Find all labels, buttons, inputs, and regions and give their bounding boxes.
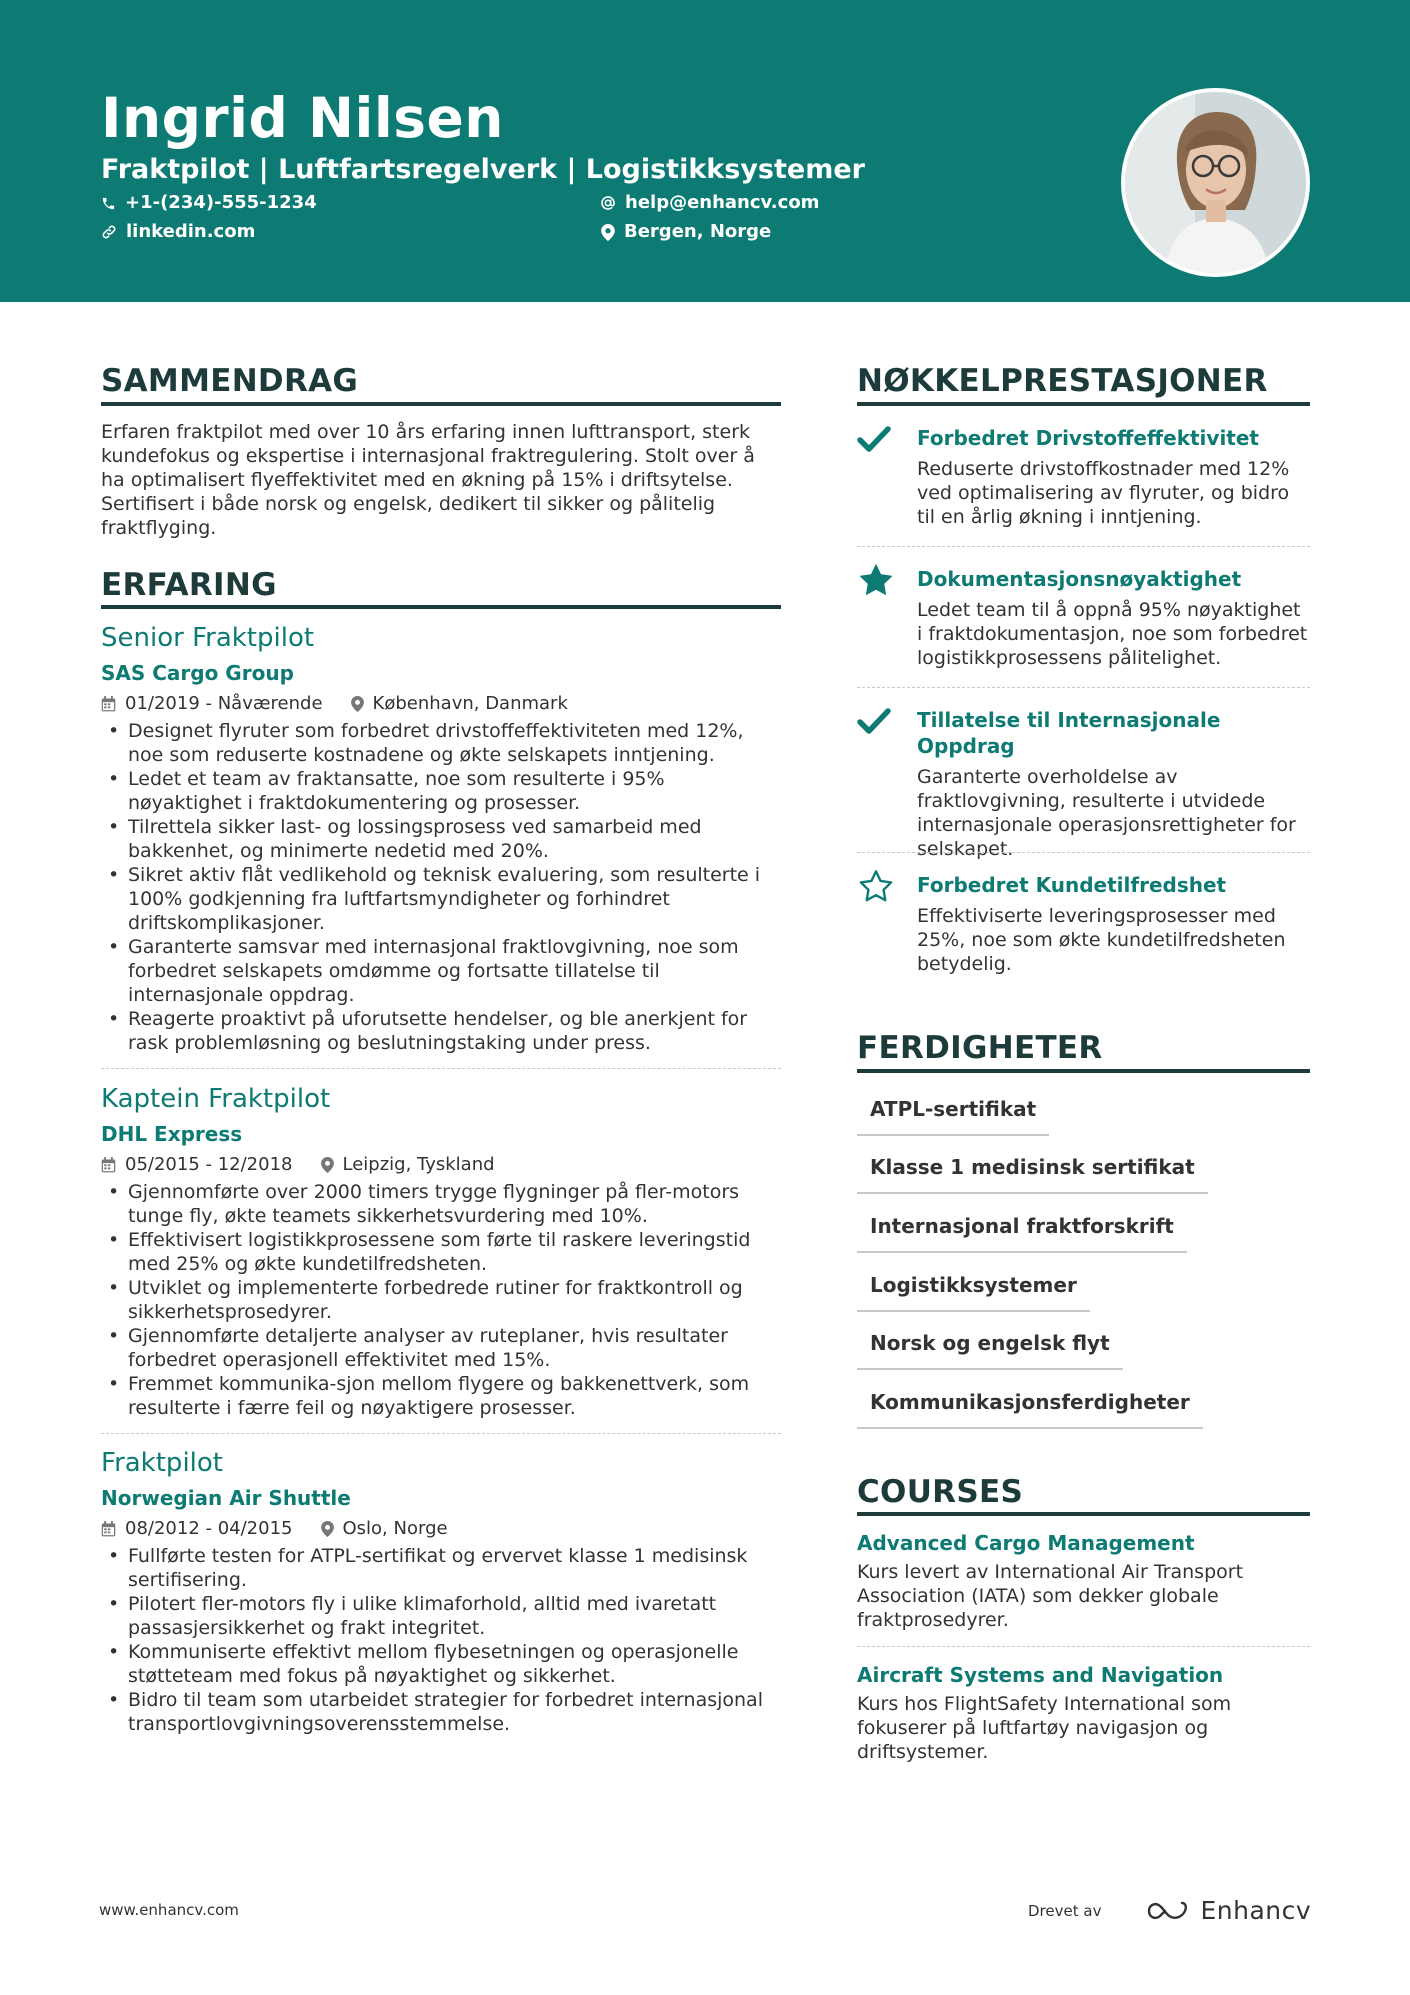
bullet-item: • Sikret aktiv flåt vedlikehold og teknisk evaluering, som resulterte i 100% godkjenning fra luftfartsmyndigheter og forhindret driftskomplikasjoner. — [101, 863, 783, 935]
bullet-item: • Kommuniserte effektivt mellom flybesetningen og operasjonelle støtteteam med fokus på nøyaktighet og sikkerhet. — [101, 1640, 783, 1688]
skill-tag: ATPL-sertifikat — [857, 1092, 1049, 1136]
bullet-item: • Utviklet og implementerte forbedrede rutiner for fraktkontroll og sikkerhetsprosedyrer. — [101, 1276, 783, 1324]
summary-text: Erfaren fraktpilot med over 10 års erfaring innen lufttransport, sterk kundefokus og ekspertise i internasjonal fraktregulering. Stolt over å ha optimalisert flyeffektivitet med en økning på 15% i driftsytelse. Sertifisert i både norsk og engelsk, dedikert til sikker og pålitelig fraktflyging. — [101, 421, 755, 539]
link-icon — [101, 224, 117, 240]
location-pin-icon — [351, 696, 364, 712]
job-title: Fraktpilot — [101, 1448, 223, 1478]
experience-divider — [101, 605, 781, 609]
job-bullets — [101, 719, 783, 1055]
location-text: Bergen, Norge — [624, 221, 772, 242]
bullet-item: • Fullførte testen for ATPL-sertifikat og ervervet klasse 1 medisinsk sertifisering. — [101, 1544, 783, 1592]
email-text: help@enhancv.com — [625, 192, 820, 213]
skill-tag: Klasse 1 medisinsk sertifikat — [857, 1150, 1208, 1194]
job-title: Senior Fraktpilot — [101, 623, 315, 653]
job-separator — [101, 1068, 781, 1069]
headline: Fraktpilot | Luftfartsregelverk | Logistikksystemer — [101, 154, 865, 185]
bullet-item: • Ledet et team av fraktansatte, noe som resulterte i 95% nøyaktighet i fraktdokumentering og prosesser. — [101, 767, 783, 815]
course-title: Advanced Cargo Management — [857, 1531, 1195, 1555]
job-location: Oslo, Norge — [342, 1518, 448, 1539]
achievement-separator — [857, 687, 1310, 688]
achievement-title: Tillatelse til Internasjonale Oppdrag — [917, 708, 1221, 758]
achievement-title: Forbedret Drivstoffeffektivitet — [917, 426, 1259, 450]
location-pin-icon — [321, 1521, 334, 1537]
company-name: SAS Cargo Group — [101, 661, 294, 685]
bullet-item: • Reagerte proaktivt på uforutsette hendelser, og ble anerkjent for rask problemløsning og beslutningstaking under press. — [101, 1007, 783, 1055]
achievement-desc: Garanterte overholdelse av fraktlovgivning, resulterte i utvidede internasjonale operasjonsrettigheter for selskapet. — [917, 766, 1296, 860]
profile-photo — [1121, 88, 1310, 277]
skill-tag: Internasjonal fraktforskrift — [857, 1209, 1187, 1253]
powered-by-text: Drevet av — [1028, 1901, 1102, 1920]
check-icon — [857, 707, 891, 737]
brand-name: Enhancv — [1200, 1896, 1312, 1925]
bullet-item: • Fremmet kommunika-sjon mellom flygere og bakkenettverk, som resulterte i færre feil og nøyaktigere prosesser. — [101, 1372, 783, 1420]
at-icon — [600, 195, 616, 211]
enhancv-logo[interactable] — [1146, 1896, 1311, 1925]
bullet-item: • Tilrettela sikker last- og lossingsprosess ved samarbeid med bakkenhet, og minimerte nedetid med 20%. — [101, 815, 783, 863]
job-title: Kaptein Fraktpilot — [101, 1084, 331, 1114]
skill-tag: Kommunikasjonsferdigheter — [857, 1385, 1203, 1429]
footer-branding — [1028, 1896, 1311, 1925]
job-bullets — [101, 1180, 783, 1420]
achievement-item — [857, 566, 1310, 670]
skill-tag: Norsk og engelsk flyt — [857, 1326, 1123, 1370]
summary-divider — [101, 402, 781, 406]
phone-icon — [101, 196, 116, 211]
job-entry — [101, 622, 783, 1055]
courses-title: COURSES — [857, 1474, 1024, 1510]
achievement-item — [857, 872, 1310, 976]
bullet-item: • Bidro til team som utarbeidet strategier for forbedret internasjonal transportlovgivningsoverensstemmelse. — [101, 1688, 783, 1736]
candidate-name: Ingrid Nilsen — [101, 86, 504, 150]
achievement-item — [857, 707, 1310, 861]
bullet-item: • Designet flyruter som forbedret drivstoffeffektiviteten med 12%, noe som reduserte kostnadene og økte selskapets inntjening. — [101, 719, 783, 767]
bullet-item: • Garanterte samsvar med internasjonal fraktlovgivning, noe som forbedret selskapets omdømme og fortsatte tillatelse til internasjonale oppdrag. — [101, 935, 783, 1007]
company-name: DHL Express — [101, 1122, 243, 1146]
job-bullets — [101, 1544, 783, 1736]
job-dates: 05/2015 - 12/2018 — [125, 1154, 293, 1175]
location-pin-icon — [601, 224, 615, 241]
resume-header — [0, 0, 1410, 302]
linkedin-contact[interactable] — [101, 220, 255, 244]
job-entry — [101, 1447, 783, 1736]
bullet-item: • Gjennomførte detaljerte analyser av ruteplaner, hvis resultater forbedret operasjonell effektivitet med 15%. — [101, 1324, 783, 1372]
job-separator — [101, 1433, 781, 1434]
course-desc: Kurs hos FlightSafety International som fokuserer på luftfartøy navigasjon og driftsystemer. — [857, 1693, 1232, 1763]
course-separator — [857, 1646, 1310, 1647]
bullet-item: • Pilotert fler-motors fly i ulike klimaforhold, alltid med ivaretatt passasjersikkerhet og frakt integritet. — [101, 1592, 783, 1640]
job-entry — [101, 1083, 783, 1420]
achievement-desc: Ledet team til å oppnå 95% nøyaktighet i fraktdokumentasjon, noe som forbedret logistikkprosessens pålitelighet. — [917, 599, 1308, 669]
phone-contact[interactable] — [101, 191, 317, 215]
location-pin-icon — [321, 1157, 334, 1173]
calendar-icon — [101, 1521, 116, 1537]
footer-website[interactable]: www.enhancv.com — [99, 1901, 239, 1919]
job-location: København, Danmark — [372, 693, 568, 714]
calendar-icon — [101, 1157, 116, 1173]
star-outline-icon — [858, 869, 894, 903]
enhancv-logo-icon — [1146, 1899, 1192, 1923]
achievement-title: Dokumentasjonsnøyaktighet — [917, 567, 1242, 591]
skills-title: FERDIGHETER — [857, 1030, 1103, 1066]
courses-divider — [857, 1512, 1310, 1516]
job-meta — [101, 692, 783, 716]
star-icon — [858, 563, 894, 597]
phone-text: +1-(234)-555-1234 — [125, 192, 317, 213]
bullet-item: • Gjennomførte over 2000 timers trygge flygninger på fler-motors tunge fly, økte teamets sikkerhetsvurdering med 10%. — [101, 1180, 783, 1228]
achievements-divider — [857, 402, 1310, 406]
course-item — [857, 1662, 1317, 1764]
skills-divider — [857, 1069, 1310, 1073]
linkedin-text: linkedin.com — [126, 221, 256, 242]
location-contact — [601, 220, 771, 244]
bullet-item: • Effektivisert logistikkprosessene som førte til raskere leveringstid med 25% og økte kundetilfredsheten. — [101, 1228, 783, 1276]
course-desc: Kurs levert av International Air Transport Association (IATA) som dekker globale fraktprosedyrer. — [857, 1561, 1244, 1631]
achievement-separator — [857, 546, 1310, 547]
job-meta — [101, 1153, 783, 1177]
check-icon — [857, 425, 891, 455]
job-meta — [101, 1517, 783, 1541]
email-contact[interactable] — [600, 191, 819, 215]
job-dates: 01/2019 - Nåværende — [125, 693, 323, 714]
calendar-icon — [101, 696, 116, 712]
achievements-title: NØKKELPRESTASJONER — [857, 363, 1268, 399]
achievement-desc: Effektiviserte leveringsprosesser med 25%, noe som økte kundetilfredsheten betydelig. — [917, 905, 1286, 975]
experience-title: ERFARING — [101, 567, 277, 603]
company-name: Norwegian Air Shuttle — [101, 1486, 351, 1510]
achievement-desc: Reduserte drivstoffkostnader med 12% ved optimalisering av flyruter, og bidro til en årlig økning i inntjening. — [917, 458, 1290, 528]
achievement-item — [857, 425, 1310, 529]
course-title: Aircraft Systems and Navigation — [857, 1663, 1224, 1687]
job-dates: 08/2012 - 04/2015 — [125, 1518, 293, 1539]
achievement-title: Forbedret Kundetilfredshet — [917, 873, 1227, 897]
skill-tag: Logistikksystemer — [857, 1268, 1090, 1312]
course-item — [857, 1530, 1317, 1632]
achievement-separator — [857, 852, 1310, 853]
summary-title: SAMMENDRAG — [101, 363, 359, 399]
job-location: Leipzig, Tyskland — [342, 1154, 495, 1175]
